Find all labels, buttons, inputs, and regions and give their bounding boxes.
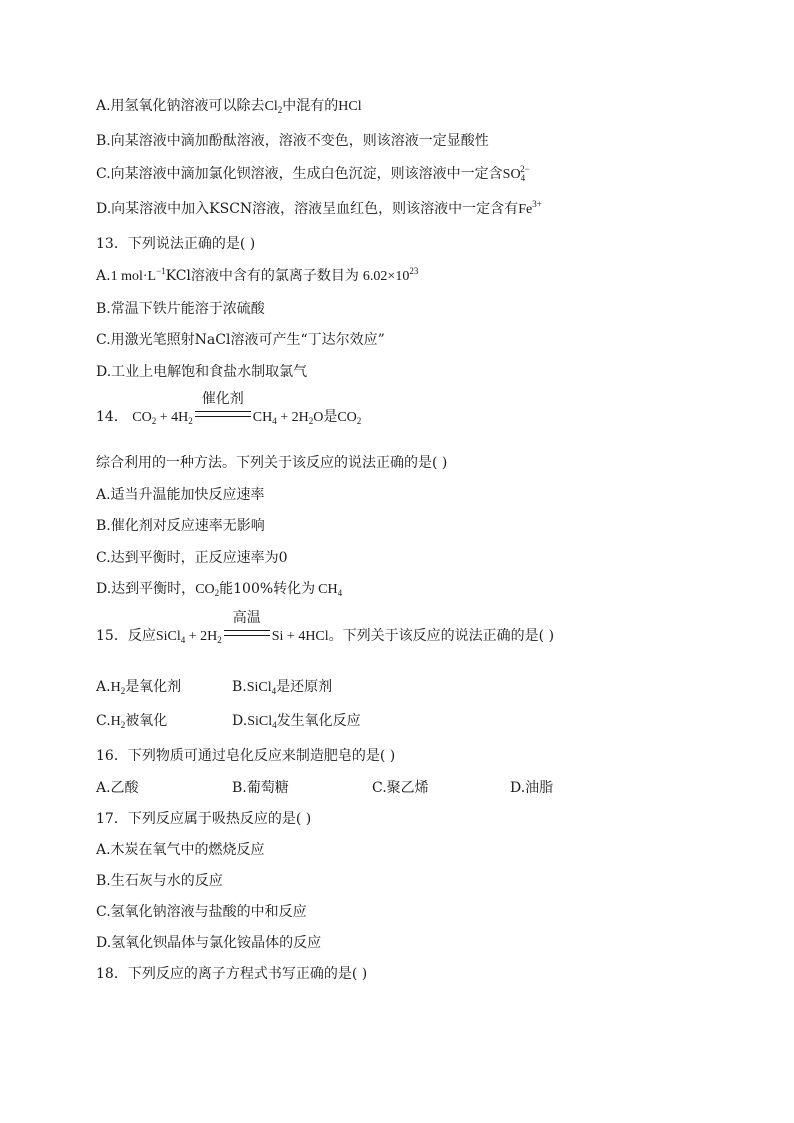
equals-sign: [195, 411, 251, 417]
avogadro-number: [362, 266, 419, 284]
q14-d-mid: 能100%转化为: [219, 581, 316, 597]
formula-subscript: 2: [277, 105, 283, 115]
formula-subscript: 4: [180, 635, 186, 645]
q13-option-b: B.常温下铁片能溶于浓硫酸: [96, 301, 265, 317]
option-label: C.: [96, 713, 111, 729]
q15-option-c: [96, 711, 232, 732]
formula-charge: 3+: [532, 199, 542, 209]
q14-option-a: A.适当升温能加快反应速率: [96, 487, 265, 503]
formula-symbol: CH: [318, 582, 338, 597]
q15-tail: 。下列关于该反应的说法正确的是( ): [328, 628, 555, 644]
iron-ion-formula: [518, 199, 542, 217]
formula-sicl4: [247, 680, 276, 695]
formula-subscript: 2: [120, 686, 126, 696]
q15-stem: [96, 611, 555, 647]
equals-sign: [224, 630, 270, 636]
option-text: 被氧化: [125, 713, 168, 729]
q13-option-c: C.用激光笔照射NaCl溶液可产生“丁达尔效应”: [96, 332, 385, 348]
q14-stem: 综合利用的一种方法。下列关于该反应的说法正确的是( ): [96, 455, 448, 471]
q13-a-label: A.: [96, 268, 111, 284]
formula-sicl4: [247, 714, 276, 729]
q15-option-b: [232, 677, 332, 698]
formula-symbol: H: [110, 714, 121, 729]
number-base: 6.02×10: [362, 269, 410, 284]
formula-subscript: 4: [520, 173, 526, 183]
q14-number: 14．: [96, 409, 128, 425]
q12-c-text: C.向某溶液中滴加氯化钡溶液，生成白色沉淀，则该溶液中一定含: [96, 166, 503, 182]
formula-symbol: CO: [337, 410, 357, 425]
option-text: 是还原剂: [276, 679, 333, 695]
q16-option-c: C.聚乙烯: [372, 780, 429, 796]
q17-option-b: B.生石灰与水的反应: [96, 873, 223, 889]
q12-a-text: A.用氢氧化钠溶液可以除去: [96, 98, 265, 114]
formula-subscript: 4: [272, 720, 277, 730]
formula-subscript: 2: [120, 720, 126, 730]
q15-option-a: [96, 677, 232, 698]
reaction-equation: [132, 392, 324, 426]
high-temp-label: 高温: [232, 611, 261, 626]
q13-option-d: D.工业上电解饱和食盐水制取氯气: [96, 364, 308, 380]
formula-h2: + 4H: [156, 410, 189, 425]
q17-option-d: D.氢氧化钡晶体与氯化铵晶体的反应: [96, 935, 322, 951]
formula-ch4: [318, 582, 342, 597]
reaction-equation: [155, 611, 329, 645]
q15-options-row-1: [96, 677, 332, 698]
formula-co2: [195, 582, 219, 597]
formula-subscript: 4: [271, 686, 277, 696]
formula-symbol: SiCl: [247, 714, 273, 729]
formula-h2: [111, 680, 126, 695]
q15-option-d: [232, 711, 361, 732]
q15-options-row-2: [96, 711, 361, 732]
q12-option-a: [96, 96, 362, 117]
q14-option-c: C.达到平衡时，正反应速率为0: [96, 550, 288, 566]
option-label: A.: [96, 679, 111, 695]
reaction-condition-arrow: [222, 611, 272, 647]
q13-option-a: [96, 266, 418, 287]
formula-symbol: Fe: [518, 202, 533, 217]
concentration-unit: [110, 266, 166, 284]
formula-h2: [111, 714, 126, 729]
unit-exponent: −1: [156, 266, 166, 276]
formula-symbol: Cl: [264, 99, 278, 114]
sulfate-formula: [502, 164, 530, 183]
formula-subscript: 2: [214, 588, 220, 598]
q12-option-d: [96, 199, 542, 220]
formula-ch4: CH: [252, 410, 273, 425]
reaction-condition-arrow: [193, 392, 253, 428]
q16-stem: 16．下列物质可通过皂化反应来制造肥皂的是( ): [96, 748, 396, 764]
q16-option-b: B.葡萄糖: [232, 780, 289, 796]
q14-d-text: D.达到平衡时，: [96, 581, 196, 597]
q12-option-b: B.向某溶液中滴加酚酞溶液，溶液不变色，则该溶液一定显酸性: [96, 133, 489, 149]
formula-oxygen: O: [313, 410, 324, 425]
formula-sicl4: SiCl: [155, 629, 181, 644]
formula-co2-tail: [337, 410, 361, 425]
q14-tail: 是: [323, 409, 338, 425]
option-label: D.: [232, 713, 248, 729]
formula-symbol: SO: [502, 167, 521, 182]
q14-option-d: [96, 579, 342, 600]
option-text: 是氧化剂: [125, 679, 182, 695]
formula-subscript: 2: [188, 416, 193, 426]
q17-option-c: C.氢氧化钠溶液与盐酸的中和反应: [96, 904, 307, 920]
q13-stem: 13．下列说法正确的是( ): [96, 236, 256, 252]
q16-option-a: A.乙酸: [96, 780, 139, 796]
formula-co2: CO: [132, 410, 152, 425]
formula-h2: + 2H: [185, 629, 218, 644]
q17-option-a: A.木炭在氧气中的燃烧反应: [96, 842, 265, 858]
formula-products: Si + 4HCl: [271, 629, 329, 644]
q16-options: [96, 778, 553, 798]
formula-subscript: 4: [272, 416, 277, 426]
formula-charge: 2−: [520, 164, 530, 174]
q15-number: 15．反应: [96, 628, 156, 644]
q16-option-d: D.油脂: [510, 780, 554, 796]
q13-a-mid: KCl溶液中含有的氯离子数目为: [165, 268, 359, 284]
option-label: B.: [232, 679, 247, 695]
number-exponent: 23: [409, 266, 419, 276]
formula-symbol: CO: [195, 582, 215, 597]
q14-option-b: B.催化剂对反应速率无影响: [96, 518, 265, 534]
q12-a-mid: 中混有的: [282, 98, 339, 114]
unit-text: 1 mol·L: [110, 269, 157, 284]
formula-subscript: 4: [337, 588, 343, 598]
formula-subscript: 2: [151, 416, 157, 426]
q12-option-c: [96, 164, 530, 185]
formula-subscript: 2: [356, 416, 362, 426]
q14-equation-line: [96, 392, 362, 428]
formula-symbol: H: [110, 680, 121, 695]
chlorine-formula: [265, 99, 283, 114]
q17-stem: 17．下列反应属于吸热反应的是( ): [96, 811, 312, 827]
option-text: 发生氧化反应: [276, 713, 361, 729]
formula-subscript: 2: [217, 635, 222, 645]
formula-subscript: 2: [308, 416, 314, 426]
catalyst-label: 催化剂: [201, 392, 244, 407]
q12-d-text: D.向某溶液中加入KSCN溶液，溶液呈血红色，则该溶液中一定含有: [96, 201, 519, 217]
formula-h2o: + 2H: [276, 410, 309, 425]
hcl-formula: HCl: [338, 99, 362, 114]
q18-stem: 18．下列反应的离子方程式书写正确的是( ): [96, 966, 368, 982]
formula-symbol: SiCl: [246, 680, 272, 695]
